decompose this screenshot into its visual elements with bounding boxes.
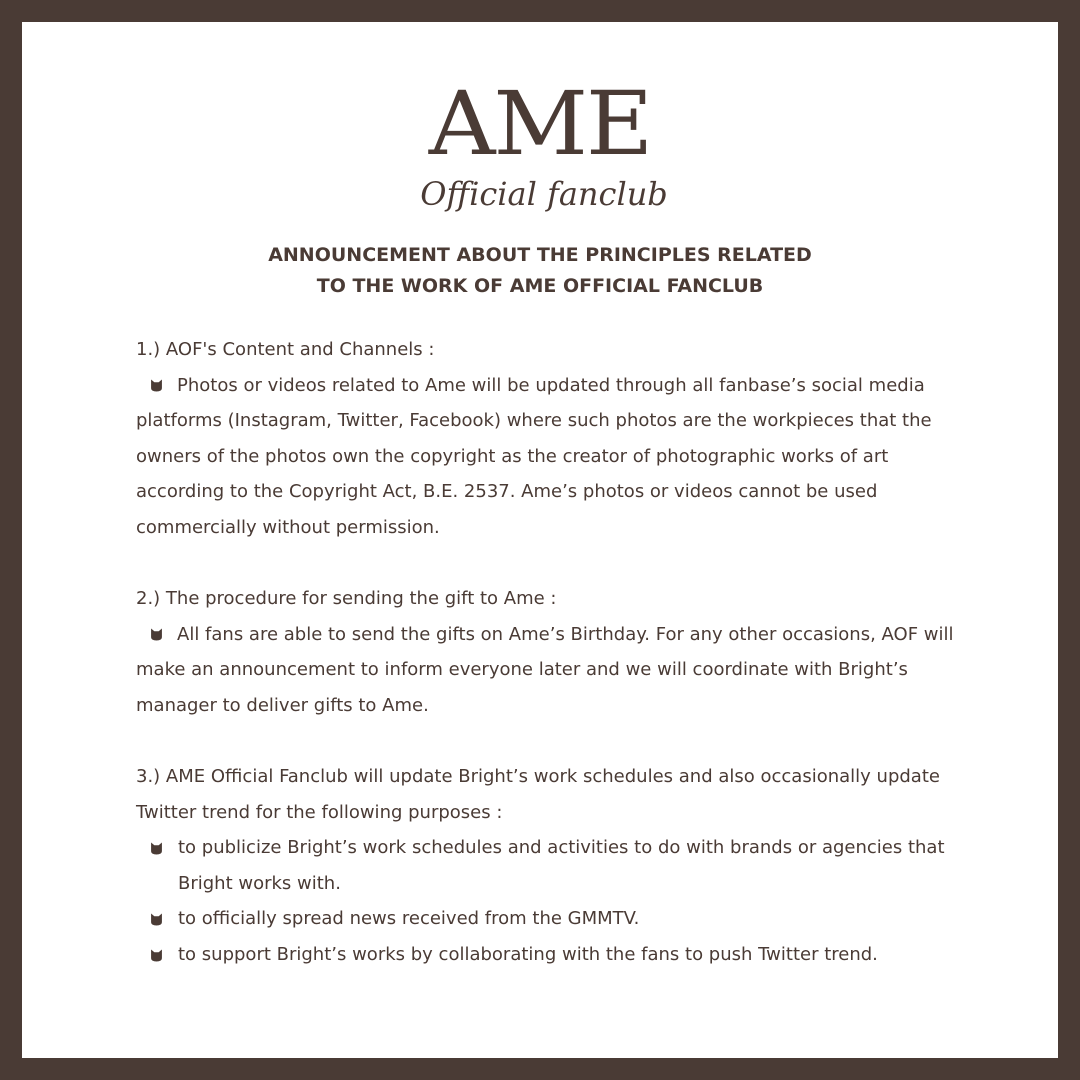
ame-logo: [22, 72, 1058, 213]
list-item: [136, 901, 976, 937]
section-title: 3.) AME Official Fanclub will update Bright’s work schedules and also occasionally update Twitter trend for the following purposes :: [136, 766, 940, 823]
list-item: [136, 830, 976, 901]
section-text: [136, 368, 976, 546]
section-title: 2.) The procedure for sending the gift to Ame :: [136, 588, 557, 609]
section-gift-procedure: [136, 581, 976, 723]
list-item-text: to support Bright’s works by collaborating with the fans to push Twitter trend.: [178, 943, 878, 965]
announcement-heading: [22, 240, 1058, 302]
section-work-schedules: [136, 759, 976, 972]
cat-head-icon: [150, 949, 163, 962]
cat-head-icon: [150, 842, 163, 855]
section-paragraph: All fans are able to send the gifts on Ame’s Birthday. For any other occasions, AOF will make an announcement to inform everyone later and we will coordinate with Bright’s manager to deliver gifts to Ame.: [136, 623, 954, 716]
section-paragraph: Photos or videos related to Ame will be updated through all fanbase’s social media platforms (Instagram, Twitter, Facebook) where such photos are the workpieces that the owners of the photos own the copyright as the creator of photographic works of art according to the Copyright Act, B.E. 2537. Ame’s photos or videos cannot be used commercially without permission.: [136, 374, 932, 538]
announcement-body: [136, 332, 976, 1008]
list-item: [136, 937, 976, 973]
section-title: 1.) AOF's Content and Channels :: [136, 339, 435, 360]
cat-head-icon: [150, 628, 163, 641]
heading-line-2: TO THE WORK OF AME OFFICIAL FANCLUB: [316, 275, 764, 297]
section-content-channels: [136, 332, 976, 545]
purpose-list: [136, 830, 976, 972]
logo-subtitle: Official fanclub: [420, 175, 668, 213]
cat-head-icon: [150, 379, 163, 392]
list-item-text: to officially spread news received from the GMMTV.: [178, 908, 640, 929]
cat-head-icon: [150, 913, 163, 926]
list-item-text: to publicize Bright’s work schedules and activities to do with brands or agencies that Bright works with.: [178, 837, 945, 894]
heading-line-1: ANNOUNCEMENT ABOUT THE PRINCIPLES RELATED: [268, 244, 812, 266]
logo-title: AME: [428, 72, 652, 175]
section-text: [136, 617, 976, 724]
announcement-card: [22, 22, 1058, 1058]
